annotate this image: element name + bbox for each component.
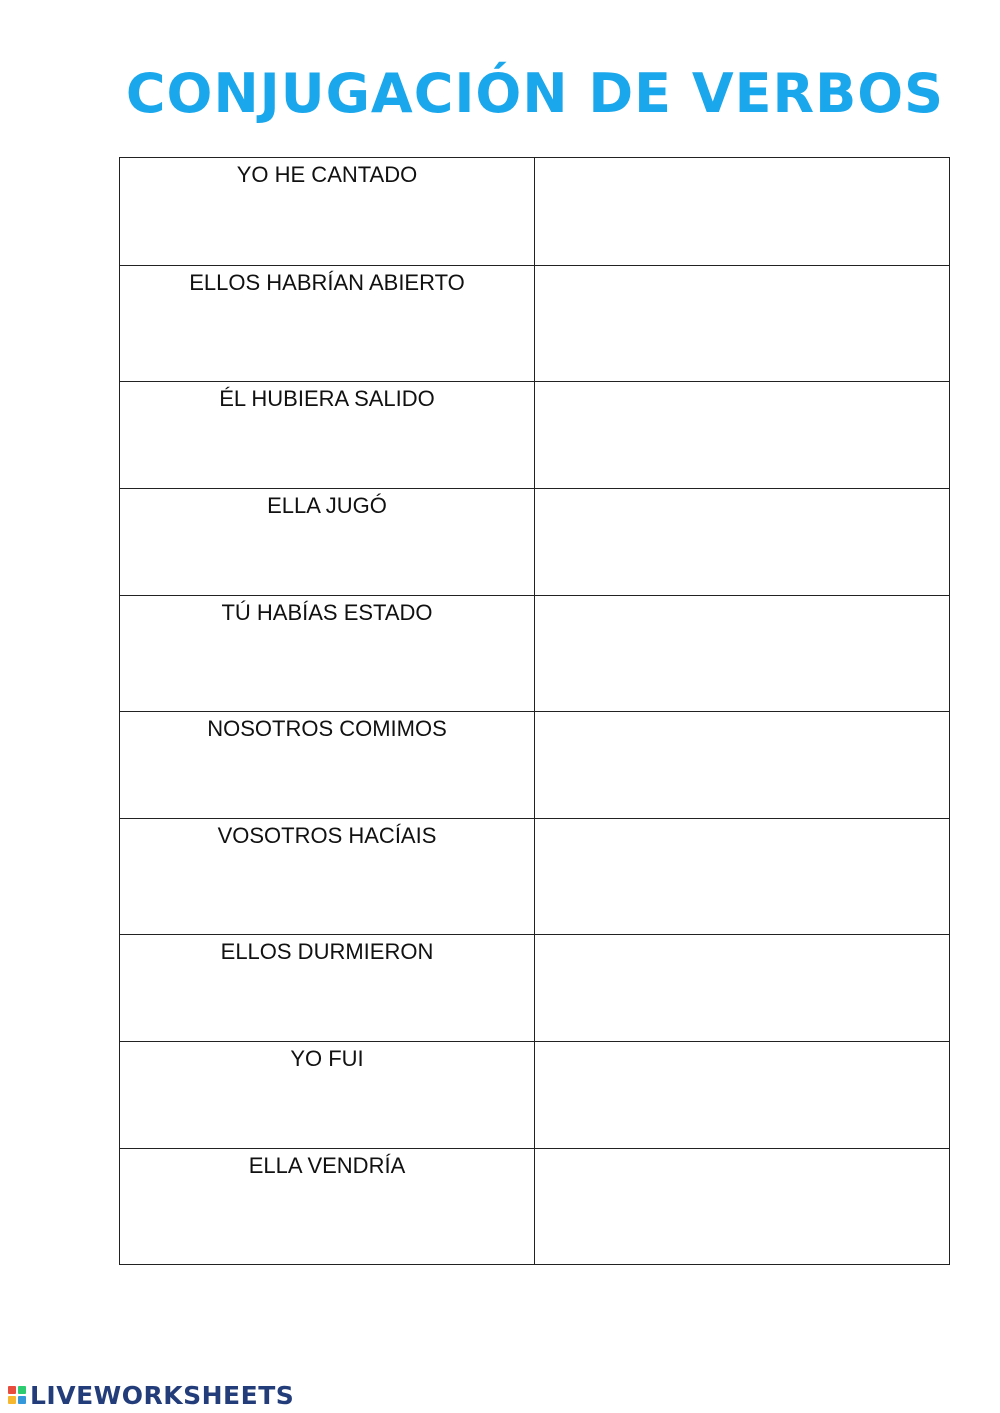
verb-prompt: ELLOS HABRÍAN ABIERTO: [120, 266, 535, 382]
answer-cell[interactable]: [535, 266, 950, 382]
logo-block: [8, 1396, 16, 1404]
verb-prompt: ÉL HUBIERA SALIDO: [120, 382, 535, 489]
table-row: [120, 158, 950, 266]
table-row: [120, 1149, 950, 1265]
verb-prompt: YO FUI: [120, 1042, 535, 1149]
verb-prompt: ELLA VENDRÍA: [120, 1149, 535, 1265]
verb-prompt: YO HE CANTADO: [120, 158, 535, 266]
answer-cell[interactable]: [535, 489, 950, 596]
conjugation-table: [119, 157, 950, 1265]
table-row: [120, 712, 950, 819]
answer-cell[interactable]: [535, 1042, 950, 1149]
logo-block: [8, 1386, 16, 1394]
table-row: [120, 489, 950, 596]
verb-prompt: NOSOTROS COMIMOS: [120, 712, 535, 819]
logo-block: [18, 1396, 26, 1404]
logo-text: LIVEWORKSHEETS: [30, 1380, 295, 1410]
logo-block: [18, 1386, 26, 1394]
answer-cell[interactable]: [535, 158, 950, 266]
answer-cell[interactable]: [535, 819, 950, 935]
liveworksheets-logo[interactable]: [8, 1380, 294, 1410]
liveworksheets-blocks-icon: [8, 1386, 26, 1404]
table-row: [120, 1042, 950, 1149]
page-title: CONJUGACIÓN DE VERBOS: [125, 62, 945, 125]
table-row: [120, 935, 950, 1042]
table-row: [120, 266, 950, 382]
verb-prompt: TÚ HABÍAS ESTADO: [120, 596, 535, 712]
verb-prompt: ELLA JUGÓ: [120, 489, 535, 596]
answer-cell[interactable]: [535, 1149, 950, 1265]
table-row: [120, 819, 950, 935]
answer-cell[interactable]: [535, 382, 950, 489]
answer-cell[interactable]: [535, 596, 950, 712]
verb-prompt: ELLOS DURMIERON: [120, 935, 535, 1042]
answer-cell[interactable]: [535, 935, 950, 1042]
answer-cell[interactable]: [535, 712, 950, 819]
table-row: [120, 382, 950, 489]
table-row: [120, 596, 950, 712]
verb-prompt: VOSOTROS HACÍAIS: [120, 819, 535, 935]
